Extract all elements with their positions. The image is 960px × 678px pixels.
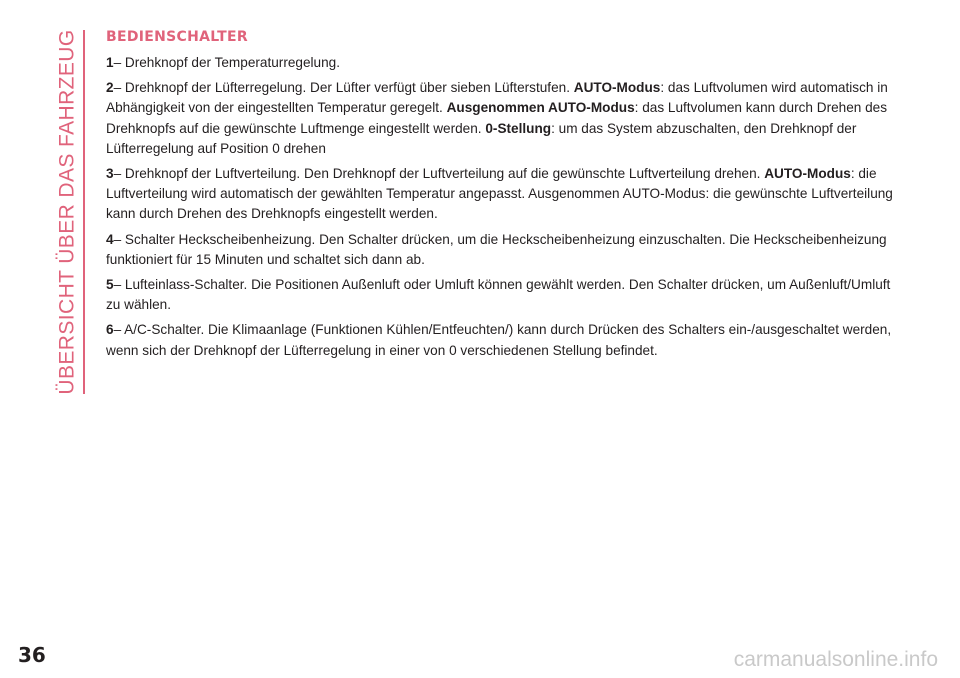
item-text: – Schalter Heckscheibenheizung. Den Schalter drücken, um die Heckscheibenheizung einzuschalten. Die Heckscheibenheizung funktioniert für 15 Minuten und schaltet sich dann ab.: [106, 231, 887, 267]
item-bold-term: 0-Stellung: [485, 120, 552, 136]
item-text: : um das System abzuschalten, den Drehknopf der Lüfterregelung auf Position 0 drehen: [106, 120, 857, 156]
section-title: BEDIENSCHALTER: [106, 29, 248, 45]
item-text: – Drehknopf der Lüfterregelung. Der Lüfter verfügt über sieben Lüfterstufen.: [113, 80, 574, 96]
item-bold-term: AUTO-Modus: [573, 80, 661, 96]
item-number: 4: [106, 231, 114, 247]
side-tab-label: ÜBERSICHT ÜBER DAS FAHRZEUG: [56, 29, 80, 395]
item-number: 1: [106, 55, 114, 70]
item-text: – Drehknopf der Temperaturregelung.: [113, 55, 341, 70]
side-divider-line: [83, 30, 85, 394]
item-number: 3: [106, 166, 114, 182]
list-item-1: [106, 53, 906, 73]
item-text: : die Luftverteilung wird automatisch der gewählten Temperatur angepasst. Ausgenommen AUTO-Modus: die gewünschte Luftverteilung kann durch Drehen des Drehknopfs eingestellt werden.: [106, 166, 893, 222]
item-text: – Drehknopf der Luftverteilung. Den Drehknopf der Luftverteilung auf die gewünschte Luftverteilung drehen.: [113, 166, 765, 182]
item-bold-term: Ausgenommen AUTO-Modus: [446, 100, 635, 116]
item-number: 6: [106, 322, 114, 338]
watermark: carmanualsonline.info: [733, 648, 938, 671]
item-bold-term: AUTO-Modus: [764, 166, 851, 182]
list-item-2: [106, 78, 906, 159]
list-item-6: [106, 320, 906, 360]
item-text: : das Luftvolumen wird automatisch in Abhängigkeit von der eingestellten Temperatur geregelt.: [106, 80, 888, 116]
list-item-4: [106, 230, 906, 270]
page-number: 36: [18, 643, 46, 667]
item-number: 2: [106, 80, 114, 96]
item-number: 5: [106, 277, 114, 293]
item-text: – A/C-Schalter. Die Klimaanlage (Funktionen Kühlen/Entfeuchten/) kann durch Drücken des Schalters ein-/ausgeschaltet werden, wenn sich der Drehknopf der Lüfterregelung in einer von 0 verschiedenen Stellung befindet.: [106, 322, 892, 358]
list-item-5: [106, 275, 906, 315]
item-text: : das Luftvolumen kann durch Drehen des Drehknopfs auf die gewünschte Luftmenge eingestellt werden.: [106, 100, 888, 136]
item-text: – Lufteinlass-Schalter. Die Positionen Außenluft oder Umluft können gewählt werden. Den Schalter drücken, um Außenluft/Umluft zu wählen.: [106, 277, 891, 313]
list-item-3: [106, 164, 906, 225]
side-tab: [56, 31, 80, 393]
main-content: [106, 29, 906, 366]
